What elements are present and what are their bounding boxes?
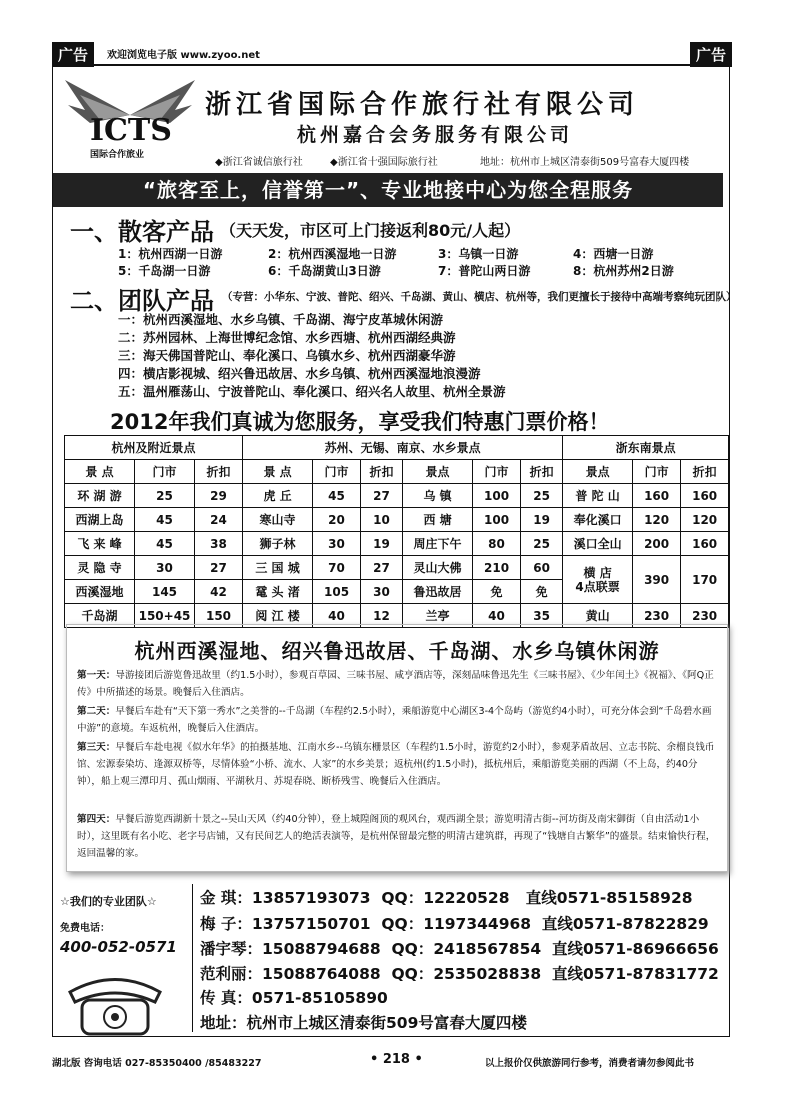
table-cell: 兰亭 (403, 604, 473, 628)
contact-direct-line[interactable]: 直线0571-85158928 (525, 889, 693, 907)
table-cell: 38 (195, 532, 243, 556)
group-header: 浙东南景点 (563, 436, 729, 460)
itinerary-title: 杭州西溪湿地、绍兴鲁迅故居、千岛湖、水乡乌镇休闲游 (134, 639, 660, 663)
table-cell: 210 (473, 556, 521, 580)
table-cell: 120 (681, 508, 729, 532)
table-cell: 20 (313, 508, 361, 532)
contact-direct-line[interactable]: 直线0571-87831772 (551, 965, 719, 983)
table-cell: 阅 江 楼 (243, 604, 313, 628)
day-text: 导游接团后游览鲁迅故里（约1.5小时），参观百草园、三味书屋、咸亨酒店等，深刻品味鲁迅先生《三味书屋》、《少年闰土》《祝福》、《阿Q正传》中所描述的场景。晚餐后入住酒店。 (77, 670, 714, 698)
contact-row (200, 886, 693, 908)
ticket-price-table (64, 435, 729, 628)
group-tour-item: 二：苏州园林、上海世博纪念馆、水乡西塘、杭州西湖经典游 (118, 330, 456, 345)
table-cell: 寒山寺 (243, 508, 313, 532)
free-phone-number[interactable]: 400-052-0571 (60, 938, 177, 956)
table-cell: 230 (681, 604, 729, 628)
table-cell: 乌 镇 (403, 484, 473, 508)
table-row (65, 556, 729, 580)
table-cell: 150 (195, 604, 243, 628)
fax-label: 传 真： (200, 989, 252, 1007)
contact-mobile[interactable]: 13757150701 (251, 915, 371, 933)
contact-direct-line[interactable]: 直线0571-86966656 (551, 940, 719, 958)
table-cell: 西溪湿地 (65, 580, 135, 604)
contact-row (200, 937, 719, 959)
table-cell: 40 (473, 604, 521, 628)
subsidiary-name: 杭州嘉合会务服务有限公司 (297, 124, 574, 146)
contact-name: 金 琪： (200, 889, 252, 907)
contact-row (200, 962, 719, 984)
contact-name: 范利丽： (200, 965, 263, 983)
team-panel (60, 893, 188, 1045)
column-header: 景点 (403, 460, 473, 484)
table-row (65, 484, 729, 508)
table-row (65, 532, 729, 556)
merged-ticket-discount: 170 (681, 556, 729, 604)
table-cell: 100 (473, 508, 521, 532)
table-cell: 45 (135, 508, 195, 532)
table-cell: 19 (521, 508, 563, 532)
table-cell: 160 (633, 484, 681, 508)
table-cell: 千岛湖 (65, 604, 135, 628)
table-cell: 27 (195, 556, 243, 580)
section1-title: 一、散客产品 (70, 218, 214, 246)
badge-top-ten: ◆浙江省十强国际旅行社 (330, 157, 438, 168)
table-cell: 西湖上岛 (65, 508, 135, 532)
table-cell: 80 (473, 532, 521, 556)
table-cell: 溪口全山 (563, 532, 633, 556)
contact-qq[interactable]: 12220528 (423, 889, 510, 907)
table-cell: 三 国 城 (243, 556, 313, 580)
qq-label: QQ： (381, 915, 424, 933)
group-header: 苏州、无锡、南京、水乡景点 (243, 436, 563, 460)
day-label: 第二天： (77, 706, 116, 717)
table-cell: 45 (313, 484, 361, 508)
site-url[interactable]: 欢迎浏览电子版 www.zyoo.net (107, 50, 260, 61)
table-cell: 70 (313, 556, 361, 580)
table-cell: 19 (361, 532, 403, 556)
logo-text: ICTS (90, 113, 172, 148)
table-cell: 30 (313, 532, 361, 556)
qq-label: QQ： (391, 965, 434, 983)
table-cell: 鼋 头 渚 (243, 580, 313, 604)
merged-ticket-name: 横 店 4点联票 (563, 556, 633, 604)
table-cell: 狮子林 (243, 532, 313, 556)
table-cell: 灵 隐 寺 (65, 556, 135, 580)
itinerary-day-4 (77, 811, 717, 862)
itinerary-day-3 (77, 739, 717, 790)
table-cell: 200 (633, 532, 681, 556)
day-text: 早餐后车赴电视《似水年华》的拍摄基地、江南水乡--乌镇东栅景区（车程约1.5小时，游览约2小时），参观茅盾故居、立志书院、余榴良钱币馆、宏源泰染坊、逢源双桥等，尽情体验“小桥、流水、人家”的水乡美景；返杭州(约1.5小时)，抵杭州后，乘船游览美丽的西湖（不上岛，约40分钟），船上观三潭印月、孤山烟雨、平湖秋月、苏堤春晓、断桥残雪、晚餐后入住酒店。 (77, 742, 715, 787)
contact-direct-line[interactable]: 直线0571-87822829 (541, 915, 709, 933)
table-cell: 160 (681, 532, 729, 556)
qq-label: QQ： (391, 940, 434, 958)
fax-row (200, 986, 388, 1008)
ad-tag-right: 广告 (690, 42, 732, 67)
table-cell: 105 (313, 580, 361, 604)
company-name: 浙江省国际合作旅行社有限公司 (205, 90, 640, 120)
table-cell: 环 湖 游 (65, 484, 135, 508)
table-cell: 29 (195, 484, 243, 508)
day-text: 早餐后车赴有“天下第一秀水”之美誉的--千岛湖（车程约2.5小时），乘船游览中心湖区3-4个岛屿（游览约4小时），可充分体会到“千岛碧水画中游”的意境。车返杭州，晚餐后入住酒店。 (77, 706, 712, 734)
logo-cn: 国际合作旅业 (90, 150, 145, 160)
table-cell: 虎 丘 (243, 484, 313, 508)
section2-note: （专营：小华东、宁波、普陀、绍兴、千岛湖、黄山、横店、杭州等，我们更擅长于接待中高端考察纯玩团队） (222, 291, 737, 303)
table-cell: 160 (681, 484, 729, 508)
retail-item: 8：杭州苏州2日游 (573, 264, 674, 278)
group-header: 杭州及附近景点 (65, 436, 243, 460)
table-cell: 鲁迅故居 (403, 580, 473, 604)
fax-number[interactable]: 0571-85105890 (251, 989, 388, 1007)
team-title: ☆我们的专业团队☆ (60, 895, 157, 908)
table-cell: 30 (361, 580, 403, 604)
table-cell: 25 (521, 532, 563, 556)
contact-qq[interactable]: 2535028838 (433, 965, 542, 983)
retail-item: 5：千岛湖一日游 (118, 264, 211, 278)
table-cell: 40 (313, 604, 361, 628)
table-row (65, 508, 729, 532)
table-cell: 100 (473, 484, 521, 508)
bottom-address: 地址：杭州市上城区清泰街509号富春大厦四楼 (200, 1014, 527, 1032)
promo-heading: 2012年我们真诚为您服务，享受我们特惠门票价格！ (110, 410, 610, 434)
contact-name: 潘宇琴： (200, 940, 263, 958)
contact-mobile[interactable]: 13857193073 (251, 889, 371, 907)
day-text: 早餐后游览西湖新十景之--吴山天风（约40分钟），登上城隍阁顶的观风台，观西湖全景；游览明清古街--河坊街及南宋御街（自由活动1小时），这里既有名小吃、老字号店铺，又有民间艺人的绝活表演等，是杭州保留最完整的明清古建筑群，再现了“钱塘自古繁华”的盛景。结束愉快行程，返回温馨的家。 (77, 814, 716, 859)
section1-note: （天天发，市区可上门接返利80元/人起） (220, 221, 521, 240)
column-header: 折扣 (681, 460, 729, 484)
contact-qq[interactable]: 1197344968 (423, 915, 532, 933)
table-cell: 奉化溪口 (563, 508, 633, 532)
group-tour-item: 一：杭州西溪湿地、水乡乌镇、千岛湖、海宁皮革城休闲游 (118, 312, 444, 327)
contact-mobile[interactable]: 15088764088 (262, 965, 381, 983)
retail-item: 4：西塘一日游 (573, 247, 654, 261)
table-cell: 120 (633, 508, 681, 532)
itinerary-day-2 (77, 703, 717, 737)
table-cell: 周庄下午 (403, 532, 473, 556)
itinerary-day-1 (77, 667, 717, 701)
table-cell: 免 (473, 580, 521, 604)
table-cell: 30 (135, 556, 195, 580)
column-header: 门市 (135, 460, 195, 484)
table-cell: 45 (135, 532, 195, 556)
section2-title: 二、团队产品 (70, 287, 214, 315)
column-header: 折扣 (521, 460, 563, 484)
table-cell: 150+45 (135, 604, 195, 628)
contact-mobile[interactable]: 15088794688 (262, 940, 381, 958)
table-cell: 黄山 (563, 604, 633, 628)
table-cell: 西 塘 (403, 508, 473, 532)
group-tour-item: 五：温州雁荡山、宁波普陀山、奉化溪口、绍兴名人故里、杭州全景游 (118, 384, 506, 399)
column-header: 景 点 (243, 460, 313, 484)
contact-name: 梅 子： (200, 915, 252, 933)
column-header: 门市 (313, 460, 361, 484)
table-cell: 24 (195, 508, 243, 532)
header-address: 地址：杭州市上城区清泰街509号富春大厦四楼 (480, 157, 690, 168)
column-header: 景 点 (65, 460, 135, 484)
table-cell: 飞 来 峰 (65, 532, 135, 556)
table-cell: 普 陀 山 (563, 484, 633, 508)
retail-item: 1：杭州西湖一日游 (118, 247, 223, 261)
table-cell: 12 (361, 604, 403, 628)
column-header: 折扣 (361, 460, 403, 484)
column-header: 折扣 (195, 460, 243, 484)
badge-integrity: ◆浙江省诚信旅行社 (215, 157, 303, 168)
itinerary-box (66, 624, 728, 872)
table-cell: 25 (135, 484, 195, 508)
telephone-icon (60, 962, 170, 1042)
qq-label: QQ： (381, 889, 424, 907)
slogan-banner: “旅客至上，信誉第一”、专业地接中心为您全程服务 (53, 173, 723, 207)
free-phone-label: 免费电话： (60, 923, 110, 934)
day-label: 第一天： (77, 670, 116, 681)
retail-item: 2：杭州西溪湿地一日游 (268, 247, 397, 261)
table-cell: 60 (521, 556, 563, 580)
day-label: 第三天： (77, 742, 116, 753)
table-cell: 35 (521, 604, 563, 628)
table-cell: 25 (521, 484, 563, 508)
contact-row (200, 912, 709, 934)
merged-ticket-price: 390 (633, 556, 681, 604)
table-cell: 27 (361, 484, 403, 508)
page-number: • 218 • (370, 1052, 423, 1067)
footer-disclaimer: 以上报价仅供旅游同行参考，消费者请勿参阅此书 (485, 1058, 695, 1069)
ad-tag-left: 广告 (52, 42, 94, 67)
column-header: 门市 (473, 460, 521, 484)
table-cell: 230 (633, 604, 681, 628)
retail-item: 7：普陀山两日游 (438, 264, 531, 278)
day-label: 第四天： (77, 814, 116, 825)
footer-contact: 湖北版 咨询电话 027-85350400 /85483227 (52, 1058, 262, 1069)
column-header: 门市 (633, 460, 681, 484)
retail-item: 6：千岛湖黄山3日游 (268, 264, 381, 278)
table-cell: 灵山大佛 (403, 556, 473, 580)
group-tour-item: 三：海天佛国普陀山、奉化溪口、乌镇水乡、杭州西湖豪华游 (118, 348, 456, 363)
table-cell: 27 (361, 556, 403, 580)
table-cell: 42 (195, 580, 243, 604)
retail-item: 3：乌镇一日游 (438, 247, 519, 261)
table-cell: 145 (135, 580, 195, 604)
table-cell: 10 (361, 508, 403, 532)
contact-qq[interactable]: 2418567854 (433, 940, 542, 958)
company-logo (60, 75, 200, 165)
table-cell: 免 (521, 580, 563, 604)
column-header: 景点 (563, 460, 633, 484)
group-tour-item: 四：横店影视城、绍兴鲁迅故居、水乡乌镇、杭州西溪湿地浪漫游 (118, 366, 481, 381)
